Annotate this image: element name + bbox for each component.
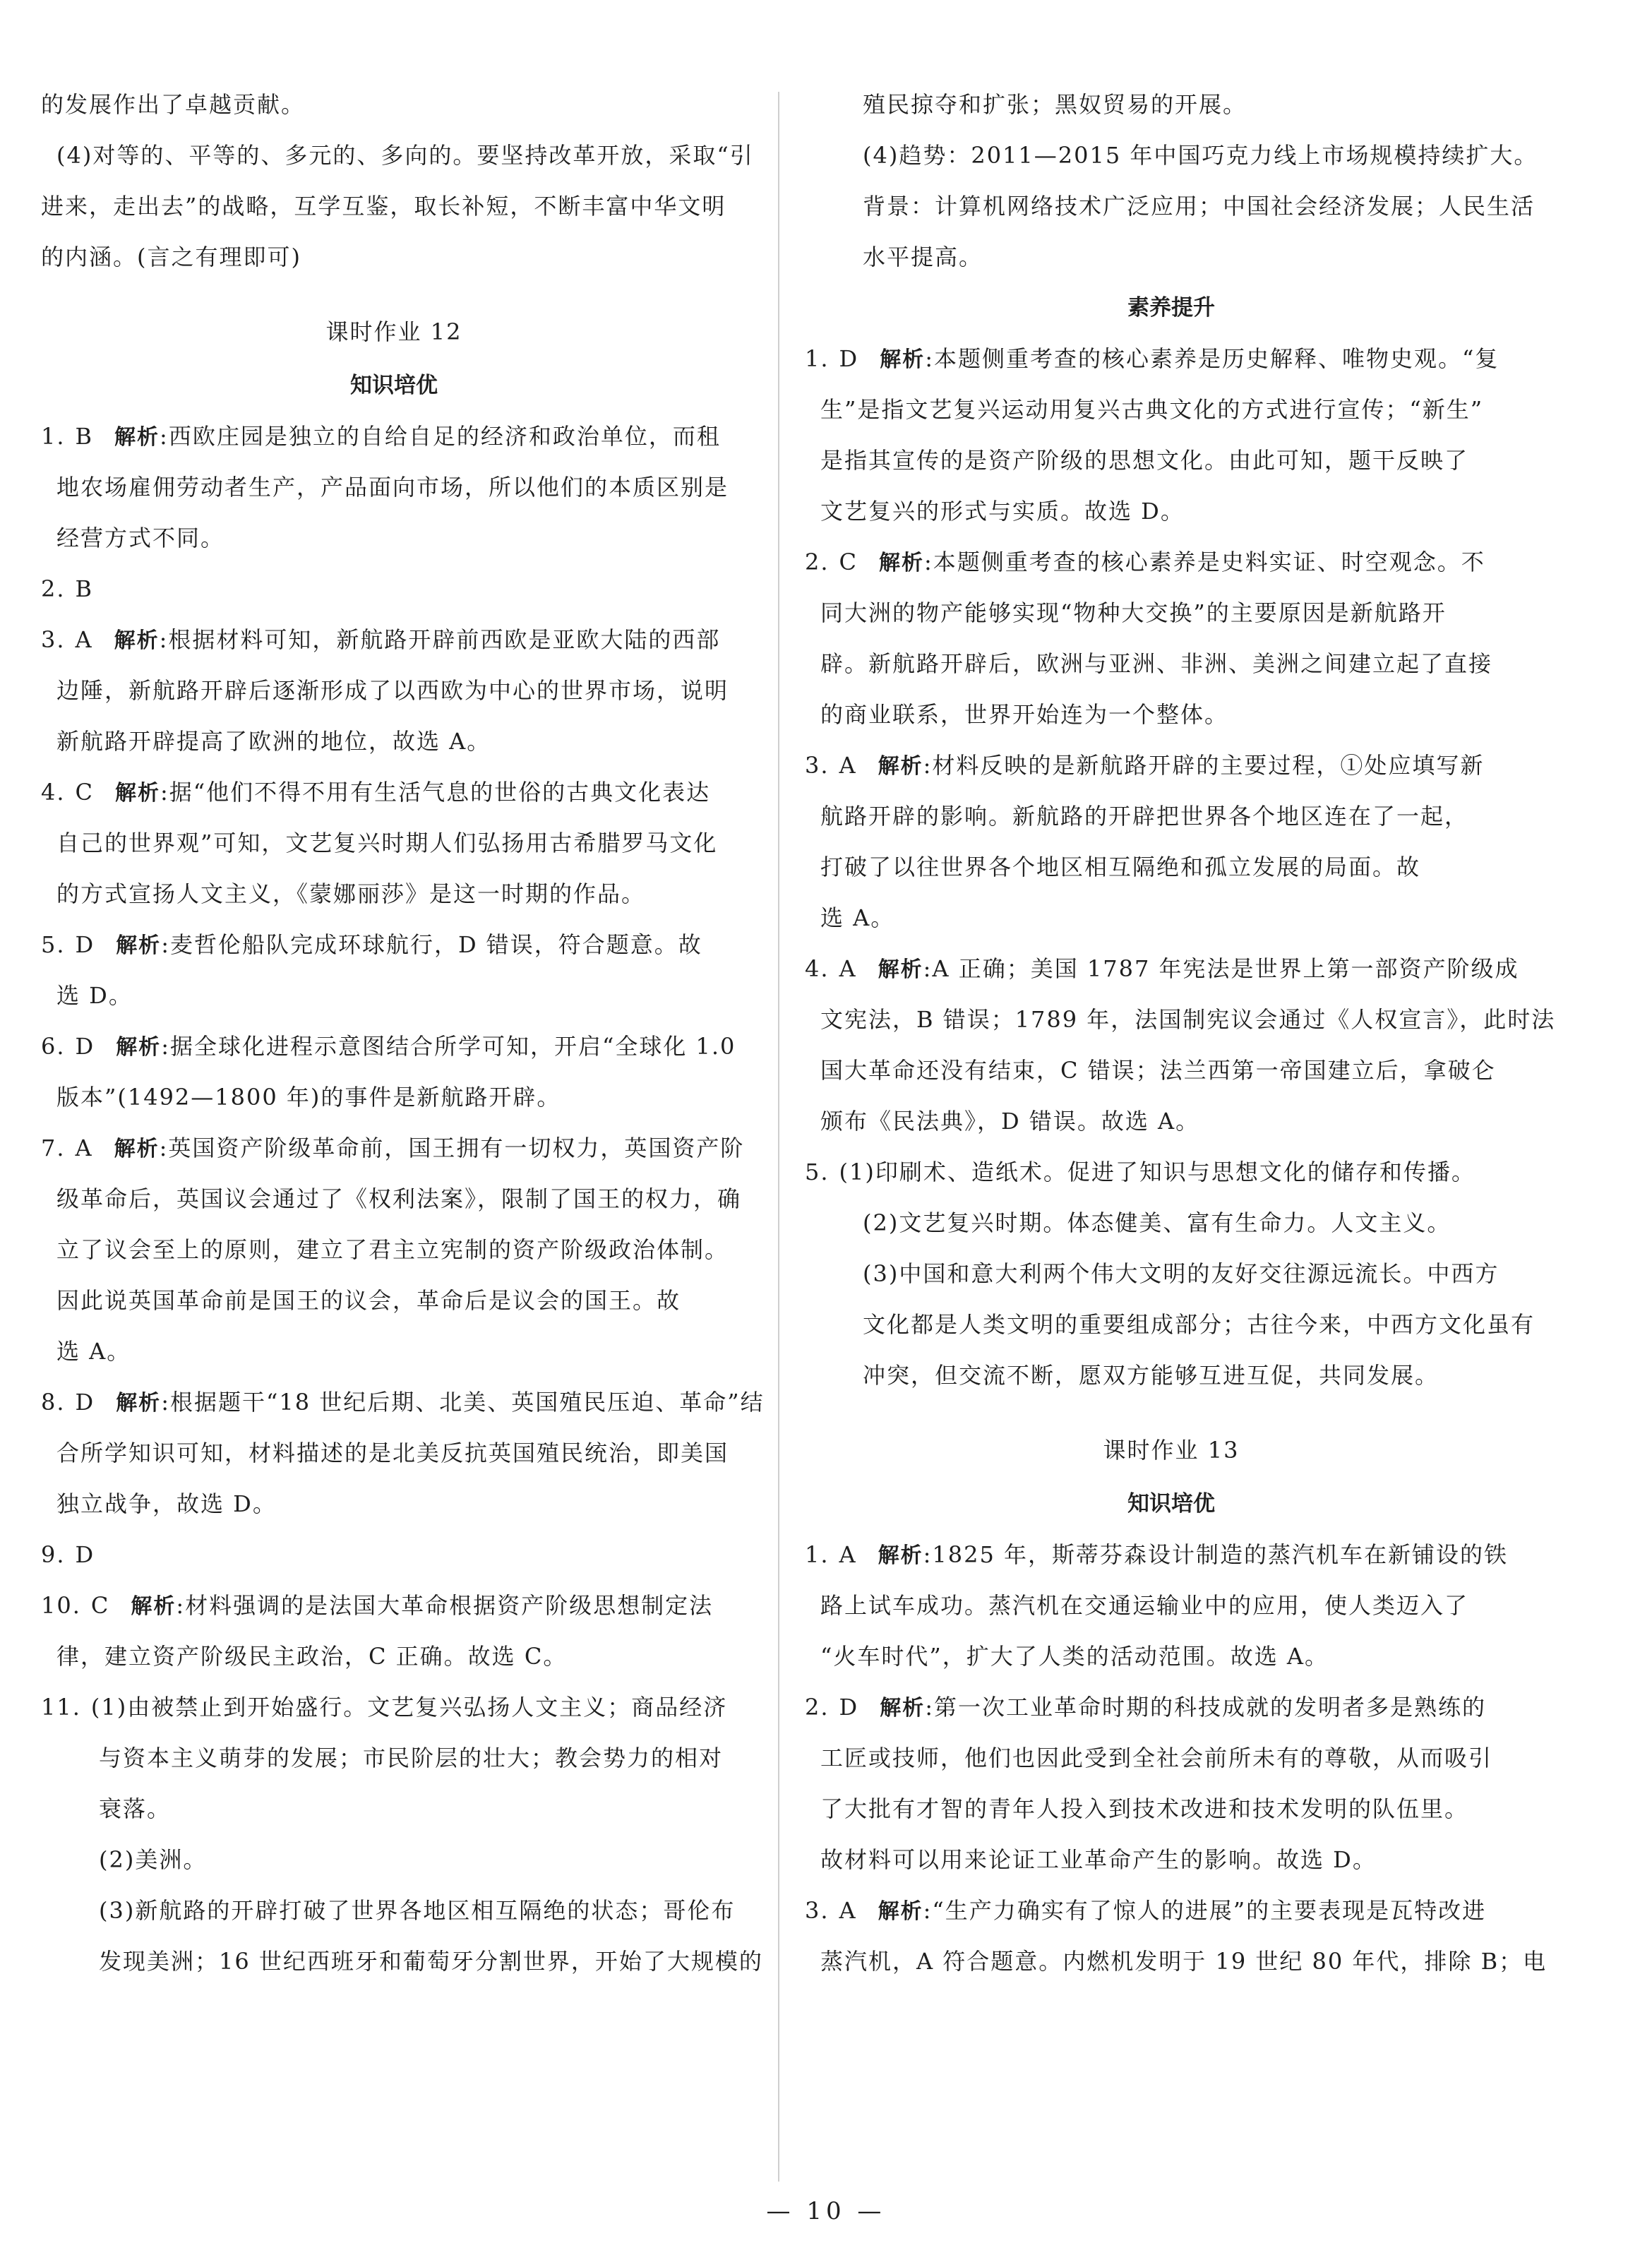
analysis-label: 解析 xyxy=(879,551,925,575)
item-number: 5. xyxy=(41,931,66,958)
answer-line: (3)新航路的开辟打破了世界各地区相互隔绝的状态；哥伦布 xyxy=(99,1897,736,1924)
answer-line: 版本”(1492—1800 年)的事件是新航路开辟。 xyxy=(56,1084,561,1111)
answer-item xyxy=(805,740,1538,943)
answer-line: 蒸汽机，A 符合题意。内燃机发明于 19 世纪 80 年代，排除 B；电 xyxy=(820,1948,1548,1975)
right-intro-line: 背景：计算机网络技术广泛应用；中国社会经济发展；人民生活 xyxy=(863,193,1536,220)
answer-choice: A xyxy=(839,1541,857,1568)
answer-list xyxy=(805,1529,1548,1987)
answer-text: :西欧庄园是独立的自给自足的经济和政治单位，而租 xyxy=(160,423,721,450)
answer-text: (1)印刷术、造纸术。促进了知识与思想文化的储存和传播。 xyxy=(839,1159,1476,1185)
answer-item xyxy=(805,537,1538,740)
answer-choice: D xyxy=(75,1033,95,1060)
item-number: 1. xyxy=(805,345,830,372)
answer-line: 国大革命还没有结束，C 错误；法兰西第一帝国建立后，拿破仑 xyxy=(820,1057,1496,1084)
answer-text: :第一次工业革命时期的科技成就的发明者多是熟练的 xyxy=(925,1694,1486,1721)
answer-first-line xyxy=(805,740,1538,791)
answer-line: 经营方式不同。 xyxy=(56,525,225,551)
analysis-label: 解析 xyxy=(880,347,926,372)
answer-text: :本题侧重考查的核心素养是历史解释、唯物史观。“复 xyxy=(925,345,1500,372)
analysis-label: 解析 xyxy=(878,1899,923,1924)
answer-line: 发现美洲；16 世纪西班牙和葡萄牙分割世界，开始了大规模的 xyxy=(99,1948,763,1975)
subsection-title: 素养提升 xyxy=(1127,295,1215,321)
answer-line: 颁布《民法典》，D 错误。故选 A。 xyxy=(820,1108,1200,1135)
answer-line: 辟。新航路开辟后，欧洲与亚洲、非洲、美洲之间建立起了直接 xyxy=(820,650,1493,677)
subsection-title: 知识培优 xyxy=(350,373,438,398)
right-intro-line: 水平提高。 xyxy=(863,244,983,270)
left-intro-line: 的内涵。(言之有理即可) xyxy=(41,244,301,270)
left-intro-line: 的发展作出了卓越贡献。 xyxy=(41,91,306,118)
item-number: 11. xyxy=(41,1694,81,1721)
answer-first-line xyxy=(805,333,1538,384)
item-number: 2. xyxy=(41,575,66,602)
answer-text: :本题侧重考查的核心素养是史料实证、时空观念。不 xyxy=(924,549,1485,575)
analysis-label: 解析 xyxy=(878,754,923,779)
answer-item xyxy=(41,1123,747,1377)
subsection-title: 知识培优 xyxy=(1127,1491,1215,1517)
answer-line: 路上试车成功。蒸汽机在交通运输业中的应用，使人类迈入了 xyxy=(820,1592,1469,1619)
answer-first-line xyxy=(41,1123,747,1173)
answer-choice: B xyxy=(75,575,94,602)
answer-line: 同大洲的物产能够实现“物种大交换”的主要原因是新航路开 xyxy=(820,599,1447,626)
answer-line: 律，建立资产阶级民主政治，C 正确。故选 C。 xyxy=(56,1643,568,1670)
answer-list xyxy=(805,333,1556,1147)
answer-choice: D xyxy=(75,931,95,958)
answer-line: 因此说英国革命前是国王的议会，革命后是议会的国王。故 xyxy=(56,1287,681,1314)
answer-first-line xyxy=(41,919,747,970)
item-number: 9. xyxy=(41,1541,66,1568)
item-number: 3. xyxy=(805,752,830,779)
answer-choice: C xyxy=(839,549,858,575)
answer-item xyxy=(41,919,747,1021)
section-title: 课时作业 13 xyxy=(1103,1437,1240,1464)
answer-line: 文宪法，B 错误；1789 年，法国制宪议会通过《人权宣言》，此时法 xyxy=(820,1006,1556,1033)
item-number: 8. xyxy=(41,1389,66,1416)
right-column xyxy=(805,79,1556,1987)
answer-item xyxy=(41,767,747,919)
answer-item-11 xyxy=(41,1682,763,1987)
item-number: 10. xyxy=(41,1592,81,1619)
answer-list xyxy=(41,411,765,1682)
answer-item xyxy=(41,614,747,767)
answer-line: 冲突，但交流不断，愿双方能够互进互促，共同发展。 xyxy=(863,1362,1439,1389)
right-intro-line: 殖民掠夺和扩张；黑奴贸易的开展。 xyxy=(863,91,1247,118)
item-number: 4. xyxy=(41,779,66,806)
answer-line: 立了议会至上的原则，建立了君主立宪制的资产阶级政治体制。 xyxy=(56,1236,729,1263)
answer-first-line xyxy=(41,1021,747,1072)
answer-choice: D xyxy=(75,1541,95,1568)
left-intro-line: (4)对等的、平等的、多元的、多向的。要坚持改革开放，采取“引 xyxy=(56,142,754,169)
answer-line: 新航路开辟提高了欧洲的地位，故选 A。 xyxy=(56,728,491,755)
answer-text: :根据材料可知，新航路开辟前西欧是亚欧大陆的西部 xyxy=(159,626,721,653)
answer-item xyxy=(805,1529,1538,1682)
analysis-label: 解析 xyxy=(114,425,160,450)
answer-line: 选 A。 xyxy=(820,904,895,931)
answer-text: :“生产力确实有了惊人的进展”的主要表现是瓦特改进 xyxy=(923,1897,1487,1924)
answer-line: 航路开辟的影响。新航路的开辟把世界各个地区连在了一起， xyxy=(820,803,1469,830)
answer-choice: A xyxy=(75,1135,93,1161)
answer-first-line xyxy=(41,563,747,614)
answer-first-line xyxy=(41,1529,747,1580)
answer-line: 选 A。 xyxy=(56,1338,131,1365)
answer-first-line xyxy=(805,1885,1538,1936)
answer-first-line xyxy=(805,537,1538,587)
answer-text: :麦哲伦船队完成环球航行，D 错误，符合题意。故 xyxy=(161,931,702,958)
answer-line: 地农场雇佣劳动者生产，产品面向市场，所以他们的本质区别是 xyxy=(56,474,729,501)
answer-line: 独立战争，故选 D。 xyxy=(56,1490,277,1517)
answer-item xyxy=(805,1682,1538,1885)
answer-line: 衰落。 xyxy=(99,1795,172,1822)
answer-first-line xyxy=(41,767,747,818)
answer-item xyxy=(41,411,747,563)
answer-item-5 xyxy=(805,1147,1538,1401)
answer-item xyxy=(41,1529,747,1580)
answer-first-line xyxy=(41,411,747,462)
answer-first-line xyxy=(41,614,747,665)
answer-choice: C xyxy=(90,1592,110,1619)
answer-text: :根据题干“18 世纪后期、北美、英国殖民压迫、革命”结 xyxy=(161,1389,765,1416)
answer-line: 是指其宣传的是资产阶级的思想文化。由此可知，题干反映了 xyxy=(820,447,1469,474)
answer-text: :材料反映的是新航路开辟的主要过程，①处应填写新 xyxy=(923,752,1485,779)
right-intro-line: (4)趋势：2011—2015 年中国巧克力线上市场规模持续扩大。 xyxy=(863,142,1538,169)
answer-choice: A xyxy=(75,626,93,653)
analysis-label: 解析 xyxy=(131,1594,176,1619)
analysis-label: 解析 xyxy=(114,628,160,653)
answer-choice: C xyxy=(75,779,95,806)
answer-item xyxy=(41,563,747,614)
item-number: 2. xyxy=(805,549,830,575)
item-number: 3. xyxy=(805,1897,830,1924)
analysis-label: 解析 xyxy=(116,1035,162,1060)
answer-item xyxy=(41,1021,747,1123)
answer-line: (2)美洲。 xyxy=(99,1846,208,1873)
item-number: 1. xyxy=(805,1541,830,1568)
answer-line: 与资本主义萌芽的发展；市民阶层的壮大；教会势力的相对 xyxy=(99,1745,724,1771)
answer-line: 文艺复兴的形式与实质。故选 D。 xyxy=(820,498,1185,525)
answer-item xyxy=(41,1377,765,1529)
analysis-label: 解析 xyxy=(115,781,161,806)
item-number: 6. xyxy=(41,1033,66,1060)
answer-text: (1)由被禁止到开始盛行。文艺复兴弘扬人文主义；商品经济 xyxy=(90,1694,728,1721)
analysis-label: 解析 xyxy=(116,1391,162,1416)
analysis-label: 解析 xyxy=(878,1543,923,1568)
answer-line: 合所学知识可知，材料描述的是北美反抗英国殖民统治，即美国 xyxy=(56,1440,729,1466)
answer-line: 的方式宣扬人文主义，《蒙娜丽莎》是这一时期的作品。 xyxy=(56,880,646,907)
answer-line: 生”是指文艺复兴运动用复兴古典文化的方式进行宣传；“新生” xyxy=(820,396,1484,423)
item-number: 2. xyxy=(805,1694,830,1721)
answer-line: 选 D。 xyxy=(56,982,133,1009)
answer-text: :A 正确；美国 1787 年宪法是世界上第一部资产阶级成 xyxy=(923,955,1519,982)
answer-first-line xyxy=(41,1377,765,1428)
answer-line: 级革命后，英国议会通过了《权利法案》，限制了国王的权力，确 xyxy=(56,1185,742,1212)
left-intro-line: 进来，走出去”的战略，互学互鉴，取长补短，不断丰富中华文明 xyxy=(41,193,726,220)
answer-line: (2)文艺复兴时期。体态健美、富有生命力。人文主义。 xyxy=(863,1209,1452,1236)
answer-choice: A xyxy=(839,752,857,779)
answer-first-line xyxy=(41,1580,747,1631)
item-number: 3. xyxy=(41,626,66,653)
analysis-label: 解析 xyxy=(114,1137,160,1161)
answer-first-line xyxy=(805,943,1538,994)
answer-item xyxy=(805,943,1556,1147)
column-divider xyxy=(778,92,779,2182)
answer-line: “火车时代”，扩大了人类的活动范围。故选 A。 xyxy=(820,1643,1329,1670)
answer-text: :据全球化进程示意图结合所学可知，开启“全球化 1.0 xyxy=(161,1033,736,1060)
answer-text: :英国资产阶级革命前，国王拥有一切权力，英国资产阶 xyxy=(159,1135,745,1161)
answer-item xyxy=(805,333,1538,537)
section-title: 课时作业 12 xyxy=(325,318,462,345)
answer-choice: A xyxy=(839,955,857,982)
answer-line: 文化都是人类文明的重要组成部分；古往今来，中西方文化虽有 xyxy=(863,1311,1536,1338)
answer-choice: D xyxy=(839,345,859,372)
analysis-label: 解析 xyxy=(878,957,923,982)
answer-choice: B xyxy=(75,423,94,450)
answer-text: :材料强调的是法国大革命根据资产阶级思想制定法 xyxy=(176,1592,714,1619)
item-number: 1. xyxy=(41,423,66,450)
page-number: — 10 — xyxy=(766,2197,886,2225)
answer-text: :据“他们不得不用有生活气息的世俗的古典文化表达 xyxy=(160,779,711,806)
answer-first-line xyxy=(805,1529,1538,1580)
answer-line: 的商业联系，世界开始连为一个整体。 xyxy=(820,701,1229,728)
answer-text: :1825 年，斯蒂芬森设计制造的蒸汽机车在新铺设的铁 xyxy=(923,1541,1509,1568)
answer-line: 边陲，新航路开辟后逐渐形成了以西欧为中心的世界市场，说明 xyxy=(56,677,729,704)
item-number: 5. xyxy=(805,1159,830,1185)
answer-line: 故材料可以用来论证工业革命产生的影响。故选 D。 xyxy=(820,1846,1377,1873)
answer-choice: A xyxy=(839,1897,857,1924)
item-number: 4. xyxy=(805,955,830,982)
item-number: 7. xyxy=(41,1135,66,1161)
analysis-label: 解析 xyxy=(116,933,162,958)
answer-line: (3)中国和意大利两个伟大文明的友好交往源远流长。中西方 xyxy=(863,1260,1500,1287)
answer-item xyxy=(41,1580,747,1682)
answer-line: 自己的世界观”可知，文艺复兴时期人们弘扬用古希腊罗马文化 xyxy=(56,830,718,856)
left-column xyxy=(41,79,765,1987)
answer-choice: D xyxy=(839,1694,859,1721)
answer-choice: D xyxy=(75,1389,95,1416)
answer-line: 工匠或技师，他们也因此受到全社会前所未有的尊敬，从而吸引 xyxy=(820,1745,1493,1771)
answer-item xyxy=(805,1885,1548,1987)
answer-line: 打破了以往世界各个地区相互隔绝和孤立发展的局面。故 xyxy=(820,854,1421,880)
answer-line: 了大批有才智的青年人投入到技术改进和技术发明的队伍里。 xyxy=(820,1795,1469,1822)
analysis-label: 解析 xyxy=(880,1696,926,1721)
answer-first-line xyxy=(805,1682,1538,1733)
